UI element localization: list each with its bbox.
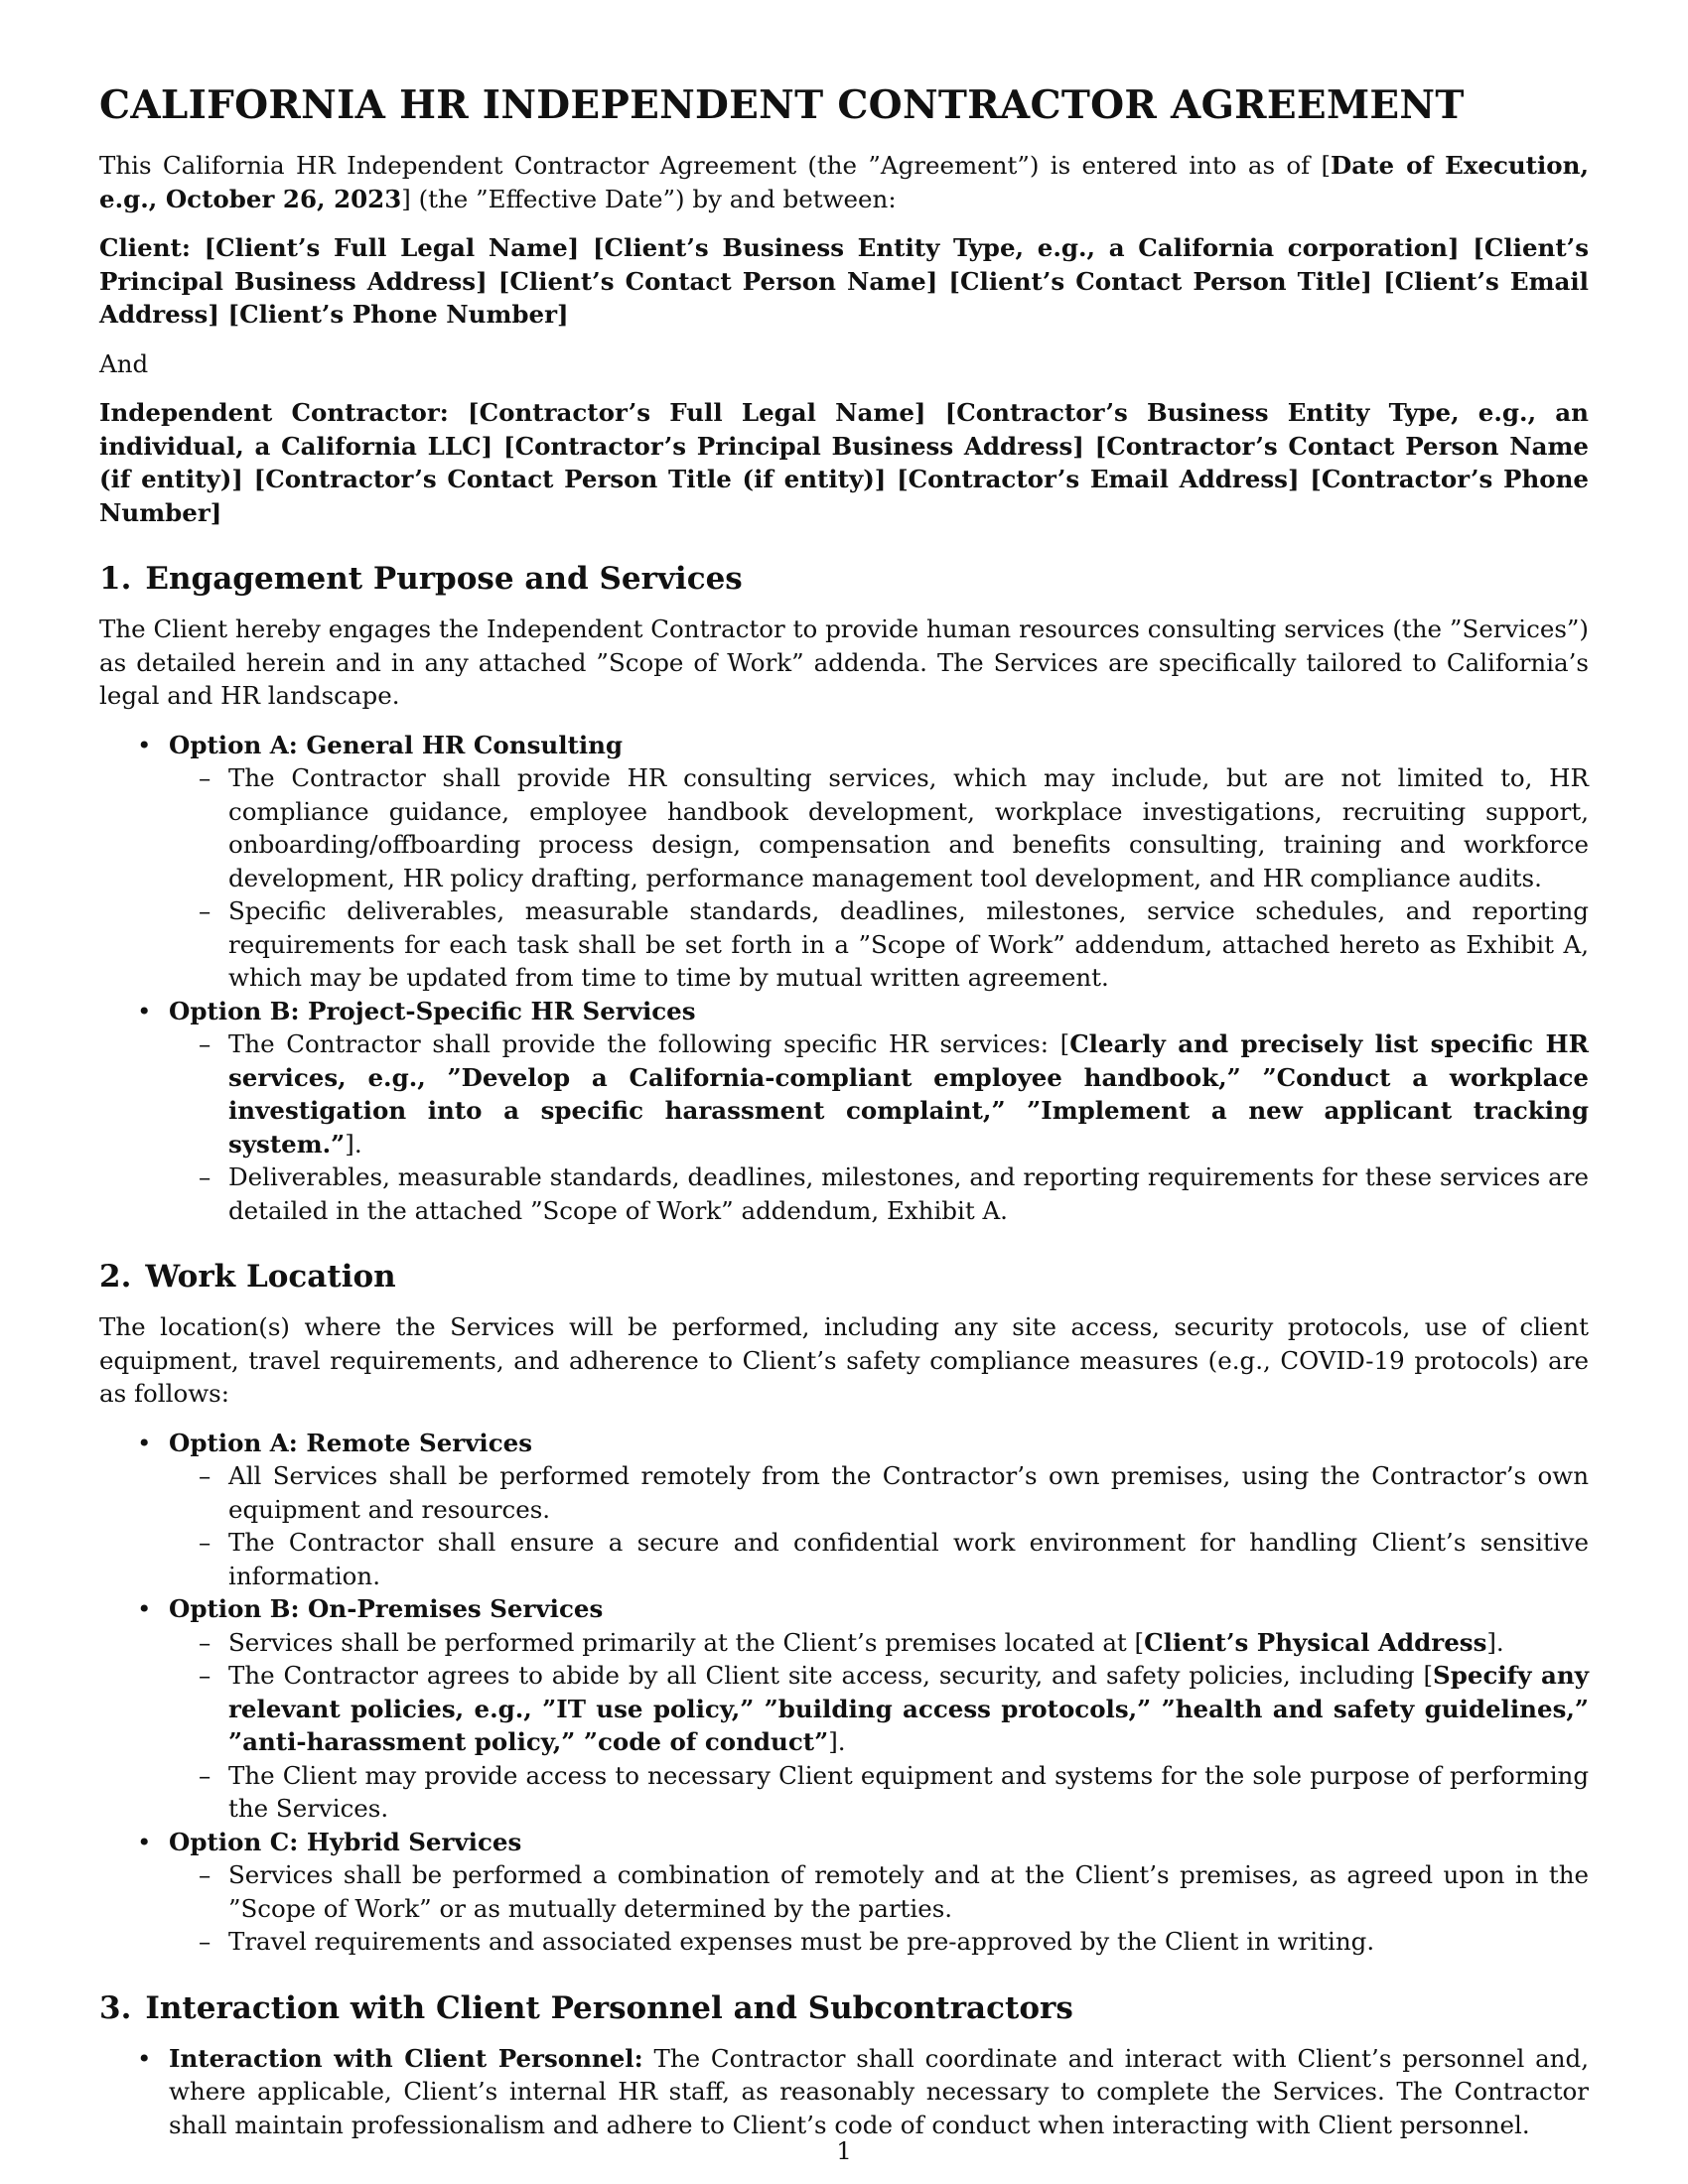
s2-option-b-title: Option B: On-Premises Services xyxy=(169,1594,604,1623)
document-title: CALIFORNIA HR INDEPENDENT CONTRACTOR AGREEMENT xyxy=(99,82,1465,128)
contractor-block: Independent Contractor: [Contractor’s Full Legal Name] [Contractor’s Business Entity Type, e.g., an individual, a California LLC] [Contractor’s Principal Business Address] [Contractor’s Contact Person Name (if entity)] [Contractor’s Contact Person Title (if entity)] [Contractor’s Email Address] [Contractor’s Phone Number] xyxy=(99,398,1589,527)
document-page xyxy=(99,81,1589,2141)
s1-option-a-item-2: – Specific deliverables, measurable standards, deadlines, milestones, service schedules, and reporting requirements for each task shall be set forth in a ”Scope of Work” addendum, attached hereto as Exhibit A, which may be updated from time to time by mutual written agreement. xyxy=(169,894,1589,995)
section-1-number: 1. xyxy=(99,561,132,597)
page-number: 1 xyxy=(836,2136,852,2165)
section-2-options xyxy=(99,1427,1589,1959)
s1-option-b xyxy=(99,995,1589,1228)
s2-ob-i2-text-2: ]. xyxy=(828,1727,846,1756)
s2-option-c-item-1: – Services shall be performed a combination of remotely and at the Client’s premises, as agreed upon in the ”Scope of Work” or as mutually determined by the parties. xyxy=(169,1858,1589,1925)
section-2-intro: The location(s) where the Services will be performed, including any site access, security protocols, use of client equipment, travel requirements, and adherence to Client’s safety compliance measures (e.g., COVID-19 protocols) are as follows: xyxy=(99,1312,1589,1408)
s3-item-1-label: Interaction with Client Personnel: xyxy=(169,2043,643,2073)
section-1-options xyxy=(99,729,1589,1228)
s3-item-1-text: The Contractor shall coordinate and interact with Client’s personnel and, where applicable, Client’s internal HR staff, as reasonably necessary to complete the Services. The Contractor shall maintain professionalism and adhere to Client’s code of conduct when interacting with Client personnel. xyxy=(169,2043,1590,2139)
section-1-title: Engagement Purpose and Services xyxy=(145,561,743,597)
client-block: Client: [Client’s Full Legal Name] [Client’s Business Entity Type, e.g., a California corporation] [Client’s Principal Business Address] [Client’s Contact Person Name] [Client’s Contact Person Title] [Client’s Email Address] [Client’s Phone Number] xyxy=(99,233,1589,329)
section-2-heading xyxy=(99,1257,1589,1297)
s2-option-c-item-2: – Travel requirements and associated expenses must be pre-approved by the Client in writing. xyxy=(169,1925,1589,1959)
s2-option-a-title: Option A: Remote Services xyxy=(169,1428,533,1457)
s2-ob-i2-placeholder: Specify any relevant policies, e.g., ”IT use policy,” ”building access protocols,” ”health and safety guidelines,” ”anti-harassment policy,” ”code of conduct” xyxy=(228,1661,1589,1756)
s2-ob-i1-text-2: ]. xyxy=(1486,1627,1504,1657)
s2-ob-i2-text-1: The Contractor agrees to abide by all Client site access, security, and safety policies, including [ xyxy=(228,1661,1434,1690)
s2-option-b-item-3: – The Client may provide access to necessary Client equipment and systems for the sole purpose of performing the Services. xyxy=(169,1759,1589,1826)
s2-option-a-item-2: – The Contractor shall ensure a secure and confidential work environment for handling Client’s sensitive information. xyxy=(169,1526,1589,1592)
section-3-heading xyxy=(99,1988,1589,2028)
section-3-items xyxy=(99,2042,1589,2142)
s2-option-b xyxy=(99,1592,1589,1826)
s1-option-a-item-1: – The Contractor shall provide HR consulting services, which may include, but are not limited to, HR compliance guidance, employee handbook development, workplace investigations, recruiting support, onboarding/offboarding process design, compensation and benefits consulting, training and workforce development, HR policy drafting, performance management tool development, and HR compliance audits. xyxy=(169,761,1589,894)
intro-paragraph xyxy=(99,149,1589,215)
s2-ob-i1-placeholder: Client’s Physical Address xyxy=(1144,1627,1487,1657)
section-2-title: Work Location xyxy=(145,1259,396,1295)
s1-option-b-item-1 xyxy=(169,1027,1589,1160)
intro-text-2: ] (the ”Effective Date”) by and between: xyxy=(401,184,897,213)
s2-ob-i1-text-1: Services shall be performed primarily at the Client’s premises located at [ xyxy=(228,1627,1145,1657)
s1-option-b-item-2: – Deliverables, measurable standards, deadlines, milestones, and reporting requirements for these services are detailed in the attached ”Scope of Work” addendum, Exhibit A. xyxy=(169,1160,1589,1227)
s2-option-b-item-2 xyxy=(169,1659,1589,1759)
section-1-heading xyxy=(99,559,1589,599)
s2-option-b-item-1 xyxy=(169,1626,1589,1660)
s1-option-b-title: Option B: Project-Specific HR Services xyxy=(169,996,696,1025)
intro-date-placeholder: Date of Execution, e.g., October 26, 2023 xyxy=(99,151,1589,213)
s3-item-1 xyxy=(99,2042,1589,2142)
s1-ob-i1-text-1: The Contractor shall provide the following specific HR services: [ xyxy=(228,1029,1070,1058)
s1-ob-i1-text-2: ]. xyxy=(345,1129,362,1159)
s1-ob-i1-placeholder: Clearly and precisely list specific HR services, e.g., ”Develop a California-compliant employee handbook,” ”Conduct a workplace investigation into a specific harassment complaint,” ”Implement a new applicant tracking system.” xyxy=(228,1029,1590,1159)
s1-option-a xyxy=(99,729,1589,995)
section-2-number: 2. xyxy=(99,1259,132,1295)
s2-option-a-item-1: – All Services shall be performed remotely from the Contractor’s own premises, using the Contractor’s own equipment and resources. xyxy=(169,1459,1589,1526)
s2-option-c-title: Option C: Hybrid Services xyxy=(169,1827,522,1856)
s2-option-a xyxy=(99,1427,1589,1593)
section-1-intro: The Client hereby engages the Independent Contractor to provide human resources consulting services (the ”Services”) as detailed herein and in any attached ”Scope of Work” addenda. The Services are specifically tailored to California’s legal and HR landscape. xyxy=(99,614,1589,710)
s1-option-a-title: Option A: General HR Consulting xyxy=(169,730,624,759)
section-3-title: Interaction with Client Personnel and Subcontractors xyxy=(145,1989,1073,2026)
s2-option-c xyxy=(99,1826,1589,1959)
intro-text-1: This California HR Independent Contractor Agreement (the ”Agreement”) is entered into as of [ xyxy=(99,151,1332,180)
and-text: And xyxy=(99,348,149,378)
section-3-number: 3. xyxy=(99,1989,132,2026)
